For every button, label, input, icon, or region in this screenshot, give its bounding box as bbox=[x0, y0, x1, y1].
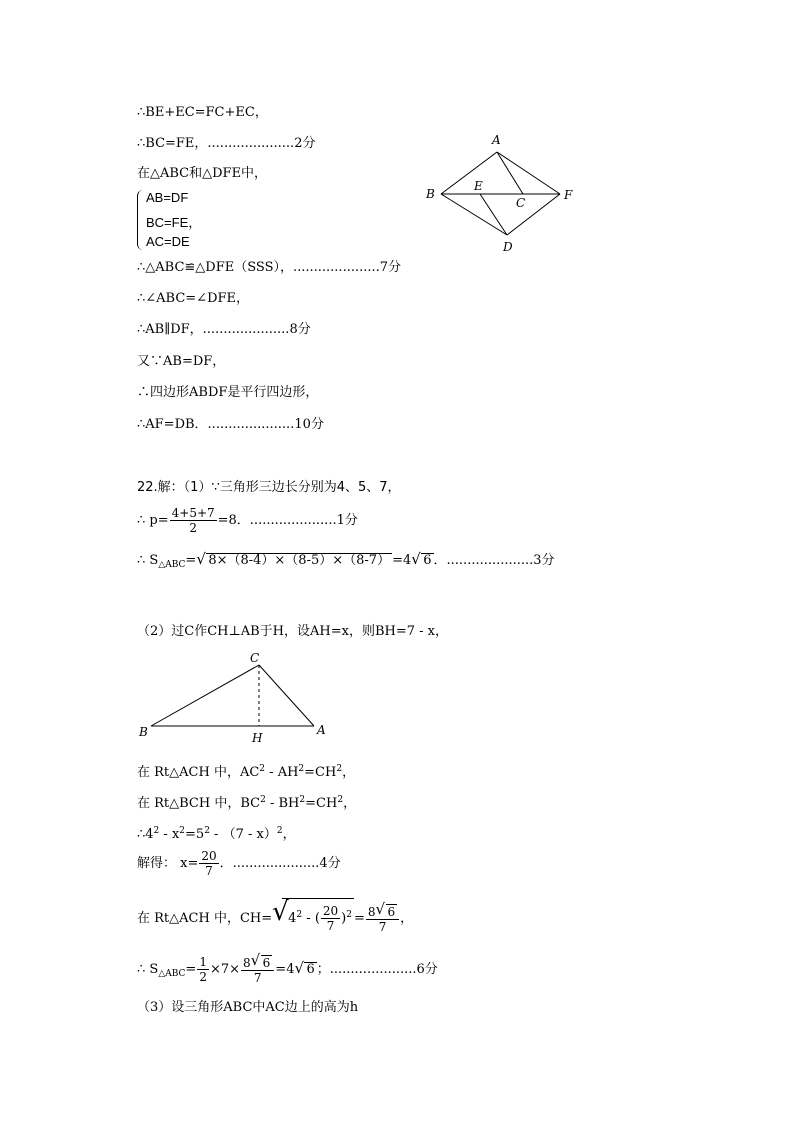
eq-sup-b: 2 bbox=[179, 826, 186, 836]
rt1-sup-c: 2 bbox=[336, 764, 343, 774]
step-rt-ach bbox=[137, 761, 355, 781]
rt1-end: =CH bbox=[304, 765, 337, 780]
x-den: 7 bbox=[205, 864, 213, 878]
fig1-label-e: E bbox=[474, 179, 483, 193]
area-eq: = bbox=[185, 962, 197, 977]
step-rt-bch bbox=[137, 792, 356, 812]
s-suffix: ．.....................3分 bbox=[433, 553, 555, 568]
step-parallel: ∴AB∥DF，.....................8分 bbox=[137, 322, 311, 337]
step-area bbox=[137, 950, 438, 991]
eq-c: =5 bbox=[185, 827, 205, 842]
fig1-label-f: F bbox=[564, 188, 573, 202]
area-frac-coef: 8 bbox=[243, 955, 251, 970]
s-res-radicand: 6 bbox=[423, 553, 432, 568]
rt2-sup-c: 2 bbox=[337, 795, 344, 805]
area-prefix: ∴ S bbox=[137, 962, 159, 977]
step-congruent: ∴△ABC≌△DFE（SSS），.....................7分 bbox=[137, 260, 402, 275]
ch-res-sqrt: √ 6 bbox=[375, 899, 396, 919]
fig2-label-c: C bbox=[250, 651, 260, 665]
step-heron-area bbox=[137, 550, 555, 576]
area-sub: △ABC bbox=[158, 969, 186, 979]
rt2-end: =CH bbox=[305, 796, 338, 811]
ch-4: 4 bbox=[288, 911, 297, 926]
p-num: 4+5+7 bbox=[171, 506, 215, 520]
eq-sup-d: 2 bbox=[276, 826, 283, 836]
step-solve-x bbox=[137, 848, 341, 880]
area-res-sqrt: √ 6 bbox=[294, 959, 315, 977]
solve-suffix: ．.....................4分 bbox=[219, 856, 341, 871]
question-2: （2）过C作CH⊥AB于H，设AH=x，则BH=7 - x， bbox=[137, 624, 448, 639]
rt2-mid: - BH bbox=[265, 796, 300, 811]
ch-num: 20 bbox=[322, 904, 339, 918]
area-res-rad: 6 bbox=[306, 962, 315, 977]
step-equation bbox=[137, 823, 296, 843]
rt2-tail: ， bbox=[343, 796, 357, 811]
eq-b: - x bbox=[159, 827, 180, 842]
question-3: （3）设三角形ABC中AC边上的高为h bbox=[137, 1000, 359, 1015]
fig2-label-h: H bbox=[252, 731, 263, 745]
ch-sup-4: 2 bbox=[296, 910, 303, 920]
eq-a: ∴4 bbox=[137, 827, 154, 842]
step-bc-fe: ∴BC=FE，.....................2分 bbox=[137, 136, 316, 151]
figure-triangle bbox=[134, 648, 334, 748]
brace-symbol bbox=[137, 190, 144, 250]
step-ch-value bbox=[137, 898, 413, 939]
p-fraction bbox=[170, 506, 217, 535]
figure-quadrilateral bbox=[420, 130, 590, 260]
rt1-mid: - AH bbox=[265, 765, 299, 780]
rt1-prefix: 在 Rt△ACH 中，AC bbox=[137, 765, 260, 780]
ch-close: ) bbox=[341, 911, 347, 926]
rt1-sup-b: 2 bbox=[298, 764, 305, 774]
heron-sqrt: √ 8×（8-4）×（8-5）×（8-7） bbox=[196, 550, 391, 568]
step-ab-df: 又∵AB=DF， bbox=[137, 354, 226, 369]
ch-minus: - ( bbox=[302, 911, 320, 926]
area-res: =4 bbox=[275, 962, 295, 977]
p-suffix: =8．.....................1分 bbox=[217, 513, 358, 528]
rt1-tail: ， bbox=[342, 765, 356, 780]
step-in-triangles: 在△ABC和△DFE中， bbox=[137, 166, 268, 181]
step-parallelogram: ∴四边形ABDF是平行四边形， bbox=[137, 385, 319, 400]
problem-22-header: 22.解：（1）∵三角形三边长分别为4、5、7， bbox=[137, 480, 401, 495]
step-p-value bbox=[137, 506, 358, 536]
s-res: =4 bbox=[392, 553, 412, 568]
area-frac-rad: 6 bbox=[262, 955, 271, 970]
ch-result-fraction bbox=[366, 899, 399, 934]
area-half-den: 2 bbox=[199, 970, 207, 984]
area-suffix: ；.....................6分 bbox=[316, 962, 438, 977]
fig1-label-a: A bbox=[492, 133, 501, 147]
ch-den: 7 bbox=[326, 919, 335, 933]
step-be-ec: ∴BE+EC=FC+EC， bbox=[137, 105, 268, 120]
eq-sup-a: 2 bbox=[153, 826, 160, 836]
fig1-label-d: D bbox=[503, 240, 513, 254]
ch-res-den: 7 bbox=[378, 919, 387, 934]
area-frac-sqrt: √ 6 bbox=[250, 950, 271, 970]
p-prefix: ∴ p= bbox=[137, 513, 169, 528]
p-den: 2 bbox=[189, 521, 197, 535]
rt2-sup-b: 2 bbox=[299, 795, 306, 805]
rt2-sup-a: 2 bbox=[260, 795, 266, 805]
area-frac-den: 7 bbox=[253, 970, 262, 985]
ch-sup-close: 2 bbox=[346, 910, 352, 920]
step-angle-equal: ∴∠ABC=∠DFE， bbox=[137, 291, 250, 306]
area-fraction bbox=[241, 950, 274, 985]
condition-2: BC=FE， bbox=[146, 215, 202, 230]
eq-d: - （7 - x） bbox=[209, 827, 277, 842]
x-fraction bbox=[199, 849, 218, 878]
area-times7: ×7× bbox=[209, 962, 241, 977]
condition-1: AB=DF bbox=[146, 190, 189, 205]
solve-prefix: 解得： x= bbox=[137, 856, 199, 871]
area-half-num: 1 bbox=[199, 955, 207, 969]
fig1-label-c: C bbox=[516, 196, 526, 210]
fig2-label-b: B bbox=[139, 725, 148, 739]
area-half bbox=[197, 955, 209, 984]
eq-e: ， bbox=[282, 827, 296, 842]
ch-prefix: 在 Rt△ACH 中， bbox=[137, 911, 240, 926]
s-res-sqrt: √ 6 bbox=[411, 550, 432, 568]
ch-res-rad: 6 bbox=[387, 904, 396, 919]
ch-fraction bbox=[321, 904, 340, 933]
condition-3: AC=DE bbox=[146, 234, 190, 249]
ch-sqrt: √ $4^2$ - ( $\frac{20}{7}$ )$^2$ bbox=[272, 897, 352, 933]
ch-tail: ， bbox=[400, 911, 414, 926]
s-prefix: ∴ S bbox=[137, 553, 159, 568]
step-af-db: ∴AF=DB．.....................10分 bbox=[137, 417, 324, 432]
eq-sup-c: 2 bbox=[204, 826, 210, 836]
rt1-sup-a: 2 bbox=[259, 764, 266, 774]
x-num: 20 bbox=[201, 849, 217, 863]
fig1-label-b: B bbox=[426, 187, 435, 201]
ch-res-coef: 8 bbox=[367, 904, 376, 919]
s-eq: = bbox=[185, 553, 197, 568]
ch-result-eq: = bbox=[353, 911, 365, 926]
fig2-label-a: A bbox=[317, 723, 326, 737]
ch-eq: CH= bbox=[239, 911, 273, 926]
rt2-prefix: 在 Rt△BCH 中，BC bbox=[137, 796, 261, 811]
s-sub: △ABC bbox=[158, 560, 186, 570]
heron-radicand: 8×（8-4）×（8-5）×（8-7） bbox=[208, 553, 391, 568]
